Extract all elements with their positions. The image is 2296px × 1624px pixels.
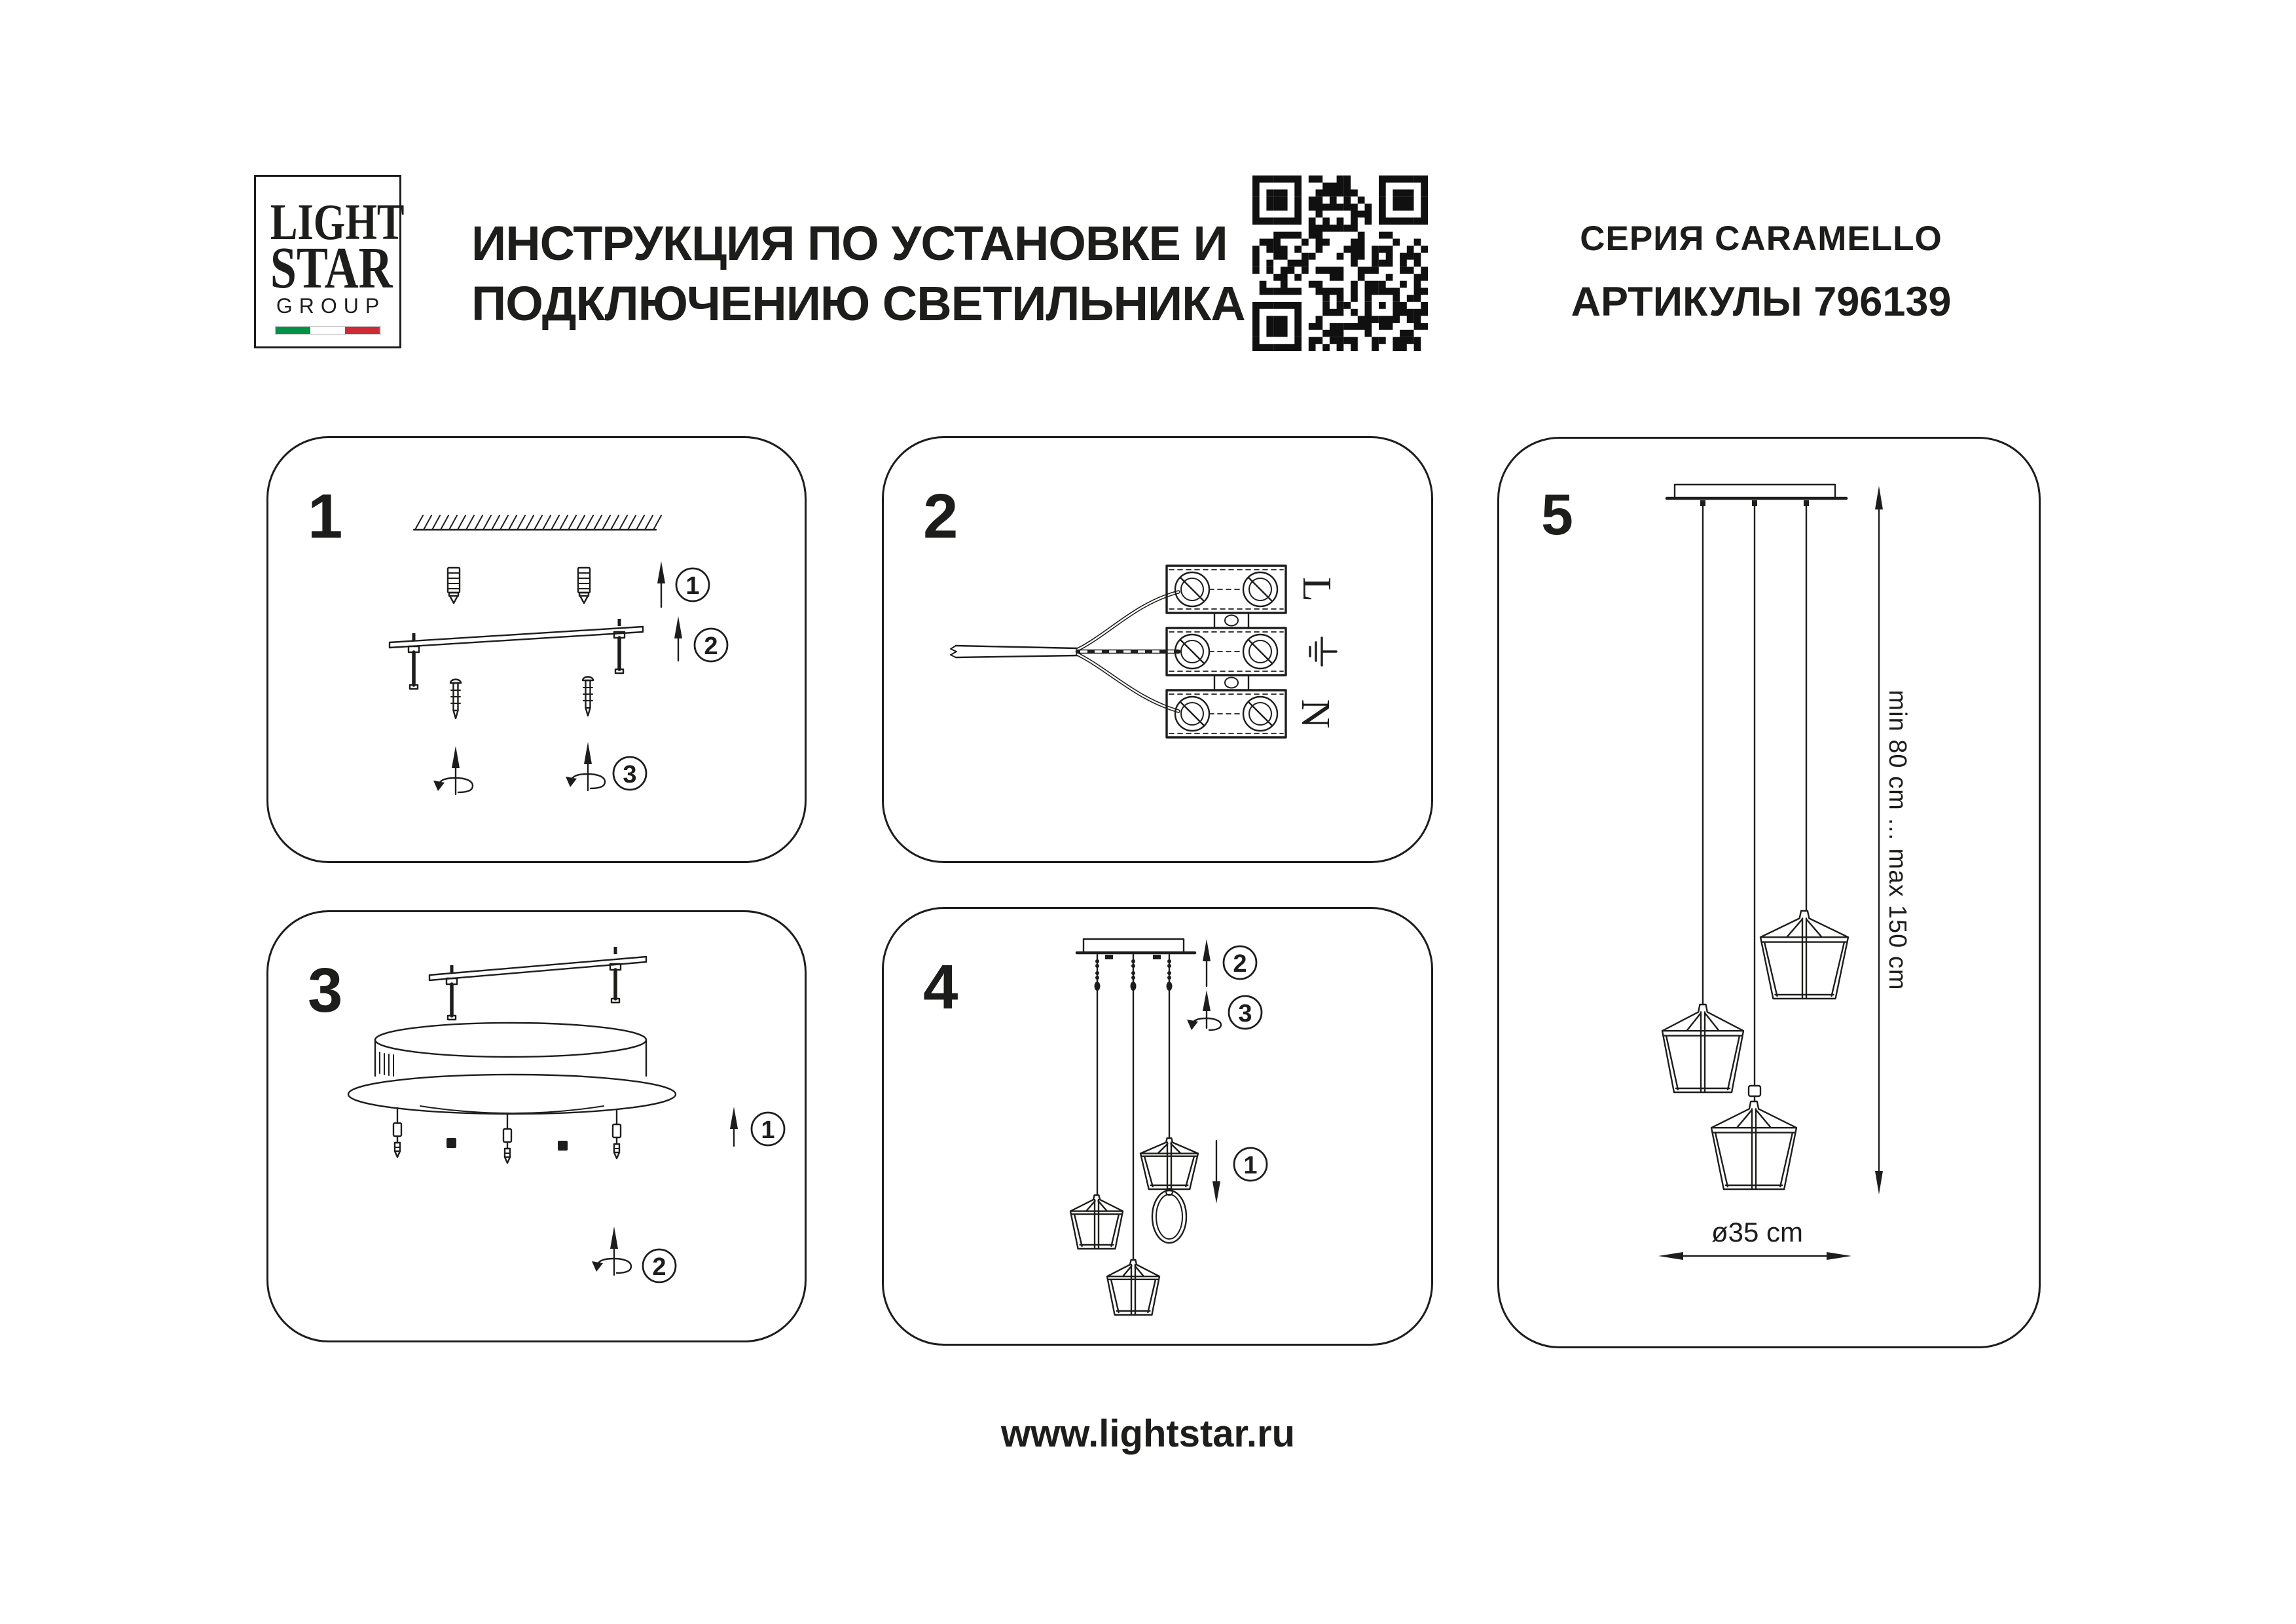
- svg-text:1: 1: [761, 1116, 775, 1144]
- height-range-label: min 80 cm ... max 150 cm: [1884, 690, 1911, 991]
- step-marker-2: [643, 1249, 676, 1282]
- panel-step-2: [882, 436, 1433, 863]
- title-line-1: ИНСТРУКЦИЯ ПО УСТАНОВКЕ И: [471, 216, 1228, 270]
- panel-number: 1: [308, 481, 343, 551]
- step-marker-1: [676, 568, 709, 601]
- italian-flag-icon: [275, 326, 381, 335]
- svg-text:N: N: [1293, 699, 1338, 729]
- tighten-rotation-arrow: [592, 1227, 631, 1275]
- svg-text:2: 2: [1233, 950, 1247, 978]
- cord-grips: [393, 1108, 621, 1163]
- step-marker-3: [1229, 996, 1262, 1029]
- panel-number: 4: [923, 952, 958, 1022]
- arrow-up-icon: [674, 616, 682, 661]
- adjust-rotation-arrow: [1187, 990, 1221, 1030]
- svg-text:L: L: [1294, 577, 1339, 602]
- svg-text:3: 3: [1238, 1000, 1252, 1027]
- panel-number: 2: [923, 481, 958, 551]
- svg-text:1: 1: [685, 572, 700, 600]
- diameter-dimension: [1658, 1217, 1851, 1260]
- svg-text:3: 3: [623, 761, 637, 788]
- logo-word-group: GROUP: [276, 294, 386, 318]
- mounting-screws: [450, 677, 593, 719]
- flag-green: [276, 327, 310, 334]
- website-url: www.lightstar.ru: [1000, 1412, 1296, 1455]
- panel-number: 3: [308, 955, 343, 1025]
- series-name: СЕРИЯ CARAMELLO: [1580, 219, 1942, 258]
- terminal-block: [1167, 566, 1286, 737]
- step-marker-2: [1224, 946, 1256, 979]
- page-title: [471, 213, 1245, 334]
- mounting-bracket: [390, 619, 643, 689]
- series-block: [1532, 219, 1990, 326]
- panel-step-3: [266, 910, 807, 1342]
- logo-word-light: LIGHT: [270, 193, 405, 250]
- title-line-2: ПОДКЛЮЧЕНИЮ СВЕТИЛЬНИКА: [471, 276, 1245, 331]
- diameter-label: ø35 cm: [1711, 1217, 1804, 1247]
- ceiling-hatch: [414, 515, 661, 530]
- arrow-up-icon: [1203, 939, 1211, 986]
- panel-number: 5: [1541, 482, 1573, 547]
- terminal-label-neutral: [1293, 699, 1338, 729]
- svg-text:2: 2: [652, 1253, 666, 1281]
- panel-step-5: [1497, 437, 2041, 1348]
- logo-word-star: STAR: [270, 236, 393, 301]
- step-marker-2: [695, 629, 727, 661]
- wall-anchors: [448, 568, 590, 603]
- article-number: АРТИКУЛЫ 796139: [1571, 279, 1952, 325]
- height-dimension: [1875, 486, 1911, 1194]
- panel-step-1: [266, 436, 807, 863]
- arrow-up-icon: [657, 561, 665, 607]
- pendant-shade: [1070, 1138, 1198, 1315]
- arrow-up-icon: [730, 1107, 738, 1146]
- qr-code: [1252, 175, 1428, 351]
- lightstar-logo: [254, 175, 405, 348]
- flag-white: [310, 327, 345, 334]
- flag-red: [345, 327, 380, 334]
- svg-text:1: 1: [1243, 1152, 1258, 1179]
- suspension-cords: [1703, 506, 1806, 1101]
- step-marker-1: [752, 1113, 784, 1145]
- step-marker-1: [1234, 1148, 1267, 1181]
- tighten-rotation-arrows: [433, 742, 605, 794]
- panel-step-4: [882, 907, 1433, 1346]
- mounting-bracket: [429, 947, 646, 1020]
- mains-cable: [951, 592, 1178, 711]
- terminal-label-live: [1294, 577, 1339, 602]
- arrow-down-icon: [1212, 1141, 1220, 1204]
- step-marker-3: [613, 757, 646, 790]
- svg-text:2: 2: [704, 633, 718, 660]
- earth-ground-icon: [1310, 638, 1336, 665]
- ceiling-canopy: [348, 1023, 676, 1114]
- ceiling-plate: [1667, 485, 1846, 506]
- ceiling-plate: [1077, 939, 1195, 959]
